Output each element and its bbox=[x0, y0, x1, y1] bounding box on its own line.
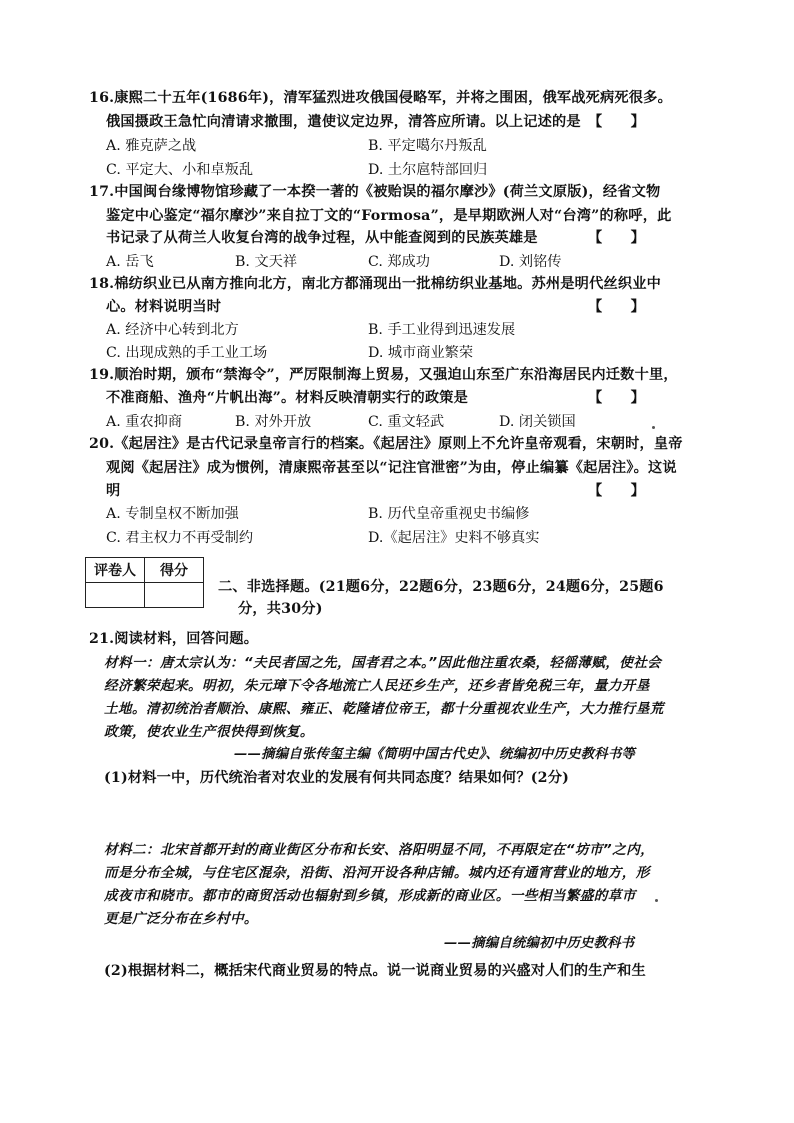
q19-answer-bracket: 【 】 bbox=[588, 390, 645, 406]
q18-option-d: D. 城市商业繁荣 bbox=[368, 345, 474, 361]
q21-material1-line-2: 经济繁荣起来。明初，朱元璋下令各地流亡人民还乡生产，还乡者皆免税三年，量力开垦 bbox=[104, 678, 650, 694]
q16-option-b: B. 平定噶尔丹叛乱 bbox=[368, 138, 487, 154]
q21-material2-line-2: 而是分布全城，与住宅区混杂，沿街、沿河开设各种店铺。城内还有通宵营业的地方，形 bbox=[104, 865, 650, 881]
q19-option-d: D. 闭关锁国 bbox=[499, 414, 576, 430]
q19-option-a: A. 重农抑商 bbox=[106, 414, 183, 430]
q17-answer-bracket: 【 】 bbox=[588, 230, 645, 246]
q19-option-b: B. 对外开放 bbox=[235, 414, 312, 430]
q17-option-a: A. 岳飞 bbox=[106, 254, 154, 270]
q21-material2-line-1: 材料二：北宋首都开封的商业街区分布和长安、洛阳明显不同，不再限定在“坊市”之内， bbox=[104, 842, 655, 858]
q18-line-1: 18.棉纺织业已从南方推向北方，南北方都涌现出一批棉纺织业基地。苏州是明代丝织业中 bbox=[89, 276, 662, 292]
q21-material1-line-4: 政策，使农业生产很快得到恢复。 bbox=[104, 724, 314, 740]
scan-speck bbox=[655, 899, 658, 902]
q18-line-2: 心。材料说明当时 bbox=[106, 299, 222, 315]
q21-material1-line-3: 土地。清初统治者顺治、康熙、雍正、乾隆诸位帝王，都十分重视农业生产，大力推行垦荒 bbox=[104, 701, 664, 717]
q21-subquestion-1: (1)材料一中，历代统治者对农业的发展有何共同态度？结果如何？(2分) bbox=[104, 770, 570, 786]
q19-line-1: 19.顺治时期，颁布“禁海令”，严厉限制海上贸易，又强迫山东至广东沿海居民内迁数十里， bbox=[89, 367, 678, 383]
q20-option-a: A. 专制皇权不断加强 bbox=[106, 506, 239, 522]
q18-answer-bracket: 【 】 bbox=[588, 299, 645, 315]
q21-material2-line-3: 成夜市和晓市。都市的商贸活动也辐射到乡镇，形成新的商业区。一些相当繁盛的草市 bbox=[104, 888, 636, 904]
q16-answer-bracket: 【 】 bbox=[588, 114, 645, 130]
reviewer-cell bbox=[86, 583, 145, 608]
q17-line-3: 书记录了从荷兰人收复台湾的战争过程，从中能查阅到的民族英雄是 bbox=[106, 230, 538, 246]
q17-option-c: C. 郑成功 bbox=[368, 254, 430, 270]
scan-speck bbox=[652, 426, 655, 429]
q19-option-c: C. 重文轻武 bbox=[368, 414, 445, 430]
q20-line-1: 20.《起居注》是古代记录皇帝言行的档案。《起居注》原则上不允许皇帝观看，宋朝时，皇帝 bbox=[89, 436, 683, 452]
q16-line-2: 俄国摄政王急忙向清请求撤围，遣使议定边界，清答应所请。以上记述的是 bbox=[106, 114, 581, 130]
score-cell bbox=[145, 583, 204, 608]
q21-subquestion-2: (2)根据材料二，概括宋代商业贸易的特点。说一说商业贸易的兴盛对人们的生产和生 bbox=[104, 963, 646, 979]
q19-line-2: 不准商船、渔舟“片帆出海”。材料反映清朝实行的政策是 bbox=[106, 390, 469, 406]
q18-option-c: C. 出现成熟的手工业工场 bbox=[106, 345, 268, 361]
q20-option-c: C. 君主权力不再受制约 bbox=[106, 530, 254, 546]
section2-heading: 二、非选择题。(21题6分，22题6分，23题6分，24题6分，25题6 bbox=[218, 579, 664, 595]
q21-material2-line-4: 更是广泛分布在乡村中。 bbox=[104, 911, 258, 927]
q18-option-a: A. 经济中心转到北方 bbox=[106, 322, 239, 338]
q18-option-b: B. 手工业得到迅速发展 bbox=[368, 322, 516, 338]
q20-answer-bracket: 【 】 bbox=[588, 483, 645, 499]
q20-option-d: D.《起居注》史料不够真实 bbox=[368, 530, 540, 546]
q16-option-a: A. 雅克萨之战 bbox=[106, 138, 197, 154]
q21-material1-line-1: 材料一：唐太宗认为：“夫民者国之先，国者君之本。”因此他注重农桑，轻徭薄赋，使社会 bbox=[104, 655, 662, 671]
q16-line-1: 16.康熙二十五年(1686年)，清军猛烈进攻俄国侵略军，并将之围困，俄军战死病死很多。 bbox=[89, 90, 672, 106]
q20-line-3: 明 bbox=[106, 483, 121, 499]
reviewer-header: 评卷人 bbox=[86, 558, 145, 583]
q16-option-c: C. 平定大、小和卓叛乱 bbox=[106, 162, 254, 178]
q16-option-d: D. 土尔扈特部回归 bbox=[368, 162, 488, 178]
q20-line-2: 观阅《起居注》成为惯例，清康熙帝甚至以“记注官泄密”为由，停止编纂《起居注》。这说 bbox=[106, 460, 677, 476]
q17-line-2: 鉴定中心鉴定“福尔摩沙”来自拉丁文的“Formosa”，是早期欧洲人对“台湾”的称呼，此 bbox=[106, 208, 672, 224]
q21-source2: ——摘编自统编初中历史教科书 bbox=[444, 936, 635, 951]
section2-heading-cont: 分，共30分) bbox=[238, 601, 323, 617]
q17-option-d: D. 刘铭传 bbox=[499, 254, 562, 270]
q21-title: 21.阅读材料，回答问题。 bbox=[89, 631, 259, 647]
score-header: 得分 bbox=[145, 558, 204, 583]
score-table bbox=[85, 557, 204, 608]
q17-option-b: B. 文天祥 bbox=[235, 254, 298, 270]
q21-source1: ——摘编自张传玺主编《简明中国古代史》、统编初中历史教科书等 bbox=[234, 747, 636, 762]
q20-option-b: B. 历代皇帝重视史书编修 bbox=[368, 506, 530, 522]
q17-line-1: 17.中国闽台缘博物馆珍藏了一本揆一著的《被贻误的福尔摩沙》(荷兰文原版)，经省文物 bbox=[89, 184, 661, 200]
